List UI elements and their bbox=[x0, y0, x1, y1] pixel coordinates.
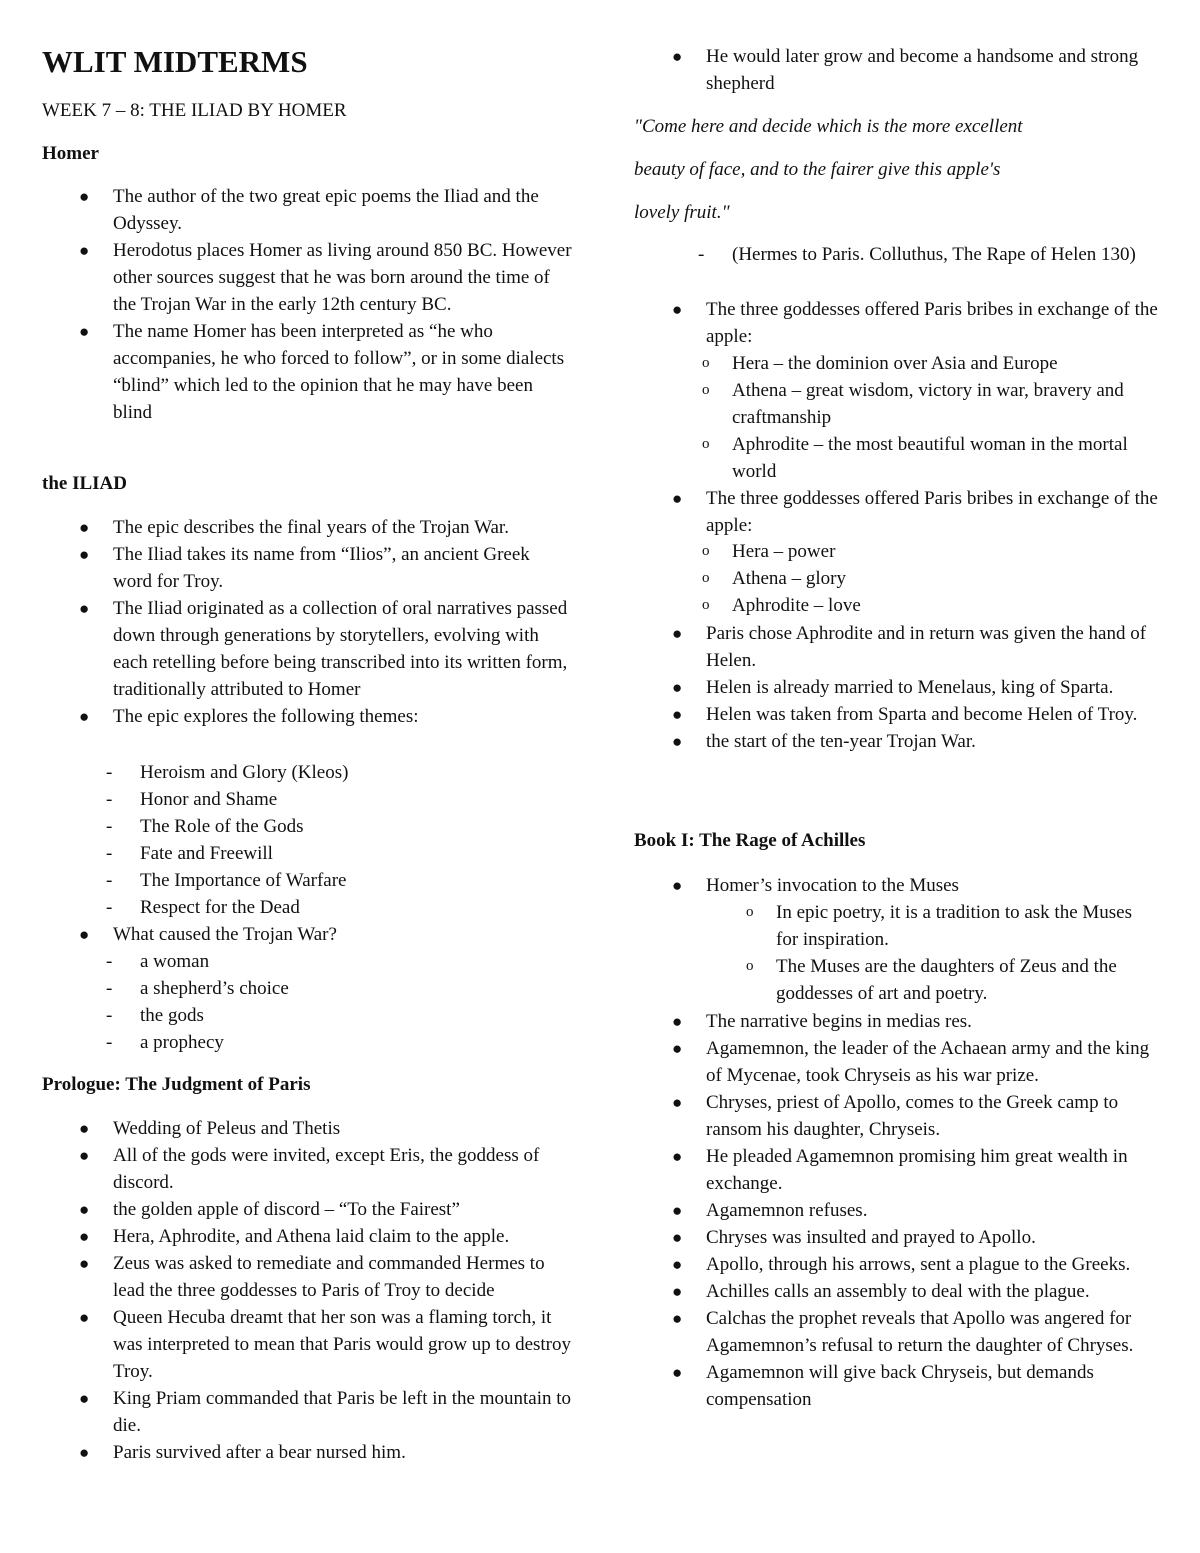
list-item: ● Paris survived after a bear nursed him. bbox=[113, 1439, 573, 1466]
bullet-icon: ● bbox=[672, 1363, 683, 1382]
list-item: - a prophecy bbox=[140, 1029, 580, 1056]
list-item: ● All of the gods were invited, except Eris, the goddess of discord. bbox=[113, 1142, 573, 1196]
dash-marker: - bbox=[106, 870, 113, 891]
list-item: ● King Priam commanded that Paris be left in the mountain to die. bbox=[113, 1385, 573, 1439]
list-item: - a shepherd’s choice bbox=[140, 975, 580, 1002]
bullet-icon: ● bbox=[79, 707, 90, 726]
bribes-intro-list-1 bbox=[672, 296, 1161, 350]
bullet-icon: ● bbox=[672, 876, 683, 895]
list-item: ● The Iliad originated as a collection of oral narratives passed down through generations by storytellers, evolving with each retelling before being transcribed into its written form, traditionally attributed to Homer bbox=[113, 595, 573, 703]
bullet-icon: ● bbox=[79, 599, 90, 618]
list-item: ● Agamemnon refuses. bbox=[706, 1197, 1161, 1224]
bullet-icon: ● bbox=[79, 1254, 90, 1273]
quote-line: beauty of face, and to the fairer give this apple's bbox=[634, 159, 1001, 180]
bullet-icon: ● bbox=[79, 1200, 90, 1219]
list-item: o The Muses are the daughters of Zeus and the goddesses of art and poetry. bbox=[776, 953, 1156, 1007]
bullet-icon: ● bbox=[672, 1282, 683, 1301]
section-heading-book1: Book I: The Rage of Achilles bbox=[634, 830, 866, 851]
dash-marker: - bbox=[106, 816, 113, 837]
list-item: ● He would later grow and become a handsome and strong shepherd bbox=[706, 43, 1161, 97]
list-item: o Athena – glory bbox=[732, 565, 1162, 592]
list-item: ● the start of the ten-year Trojan War. bbox=[706, 728, 1161, 755]
circle-marker: o bbox=[702, 543, 710, 559]
bullet-icon: ● bbox=[672, 47, 683, 66]
circle-marker: o bbox=[746, 904, 754, 920]
list-item: ● the golden apple of discord – “To the Fairest” bbox=[113, 1196, 573, 1223]
list-item: o Aphrodite – the most beautiful woman in the mortal world bbox=[732, 431, 1162, 485]
list-item: ● Queen Hecuba dreamt that her son was a flaming torch, it was interpreted to mean that Paris would grow up to destroy Troy. bbox=[113, 1304, 573, 1385]
list-item: - The Importance of Warfare bbox=[140, 867, 580, 894]
bullet-icon: ● bbox=[672, 1201, 683, 1220]
bullet-icon: ● bbox=[672, 1255, 683, 1274]
circle-marker: o bbox=[746, 958, 754, 974]
dash-marker: - bbox=[106, 762, 113, 783]
dash-marker: - bbox=[106, 1032, 113, 1053]
bullet-icon: ● bbox=[672, 1039, 683, 1058]
bullet-icon: ● bbox=[672, 489, 683, 508]
list-item: o Hera – power bbox=[732, 538, 1162, 565]
causes-list bbox=[106, 948, 580, 1056]
cause-question-list bbox=[79, 921, 573, 948]
bullet-icon: ● bbox=[79, 1146, 90, 1165]
bullet-icon: ● bbox=[672, 1228, 683, 1247]
list-item: ● The epic explores the following themes: bbox=[113, 703, 573, 730]
quote-line: "Come here and decide which is the more excellent bbox=[634, 116, 1023, 137]
bullet-icon: ● bbox=[672, 624, 683, 643]
dash-marker: - bbox=[698, 244, 705, 265]
list-item: ● Paris chose Aphrodite and in return was given the hand of Helen. bbox=[706, 620, 1161, 674]
list-item: o Aphrodite – love bbox=[732, 592, 1162, 619]
list-item: ● The epic describes the final years of the Trojan War. bbox=[113, 514, 573, 541]
list-item: ● Chryses, priest of Apollo, comes to the Greek camp to ransom his daughter, Chryseis. bbox=[706, 1089, 1161, 1143]
list-item: ● The three goddesses offered Paris bribes in exchange of the apple: bbox=[706, 485, 1161, 539]
list-item: ● Hera, Aphrodite, and Athena laid claim to the apple. bbox=[113, 1223, 573, 1250]
dash-marker: - bbox=[106, 897, 113, 918]
bullet-icon: ● bbox=[79, 187, 90, 206]
list-item: ● Calchas the prophet reveals that Apollo was angered for Agamemnon’s refusal to return the daughter of Chryses. bbox=[706, 1305, 1161, 1359]
bullet-icon: ● bbox=[672, 732, 683, 751]
bullet-icon: ● bbox=[79, 925, 90, 944]
list-item: - (Hermes to Paris. Colluthus, The Rape of Helen 130) bbox=[732, 241, 1157, 268]
dash-marker: - bbox=[106, 789, 113, 810]
dash-marker: - bbox=[106, 843, 113, 864]
bullet-icon: ● bbox=[79, 1443, 90, 1462]
bullet-icon: ● bbox=[672, 1147, 683, 1166]
circle-marker: o bbox=[702, 436, 710, 452]
section-heading-iliad: the ILIAD bbox=[42, 473, 127, 494]
document-title: WLIT MIDTERMS bbox=[42, 44, 308, 79]
prologue-list-continued bbox=[672, 43, 1161, 97]
invocation-list bbox=[672, 872, 1161, 899]
list-item: o Athena – great wisdom, victory in war, bravery and craftmanship bbox=[732, 377, 1162, 431]
section-heading-homer: Homer bbox=[42, 143, 99, 164]
list-item: ● The name Homer has been interpreted as “he who accompanies, he who forced to follow”, or in some dialects “blind” which led to the opinion that he may have been blind bbox=[113, 318, 573, 426]
list-item: ● Wedding of Peleus and Thetis bbox=[113, 1115, 573, 1142]
list-item: ● Achilles calls an assembly to deal with the plague. bbox=[706, 1278, 1161, 1305]
list-item: o Hera – the dominion over Asia and Europe bbox=[732, 350, 1162, 377]
list-item: ● Agamemnon will give back Chryseis, but demands compensation bbox=[706, 1359, 1161, 1413]
bribes-list-2 bbox=[702, 538, 1162, 619]
bullet-icon: ● bbox=[672, 678, 683, 697]
bullet-icon: ● bbox=[79, 322, 90, 341]
bullet-icon: ● bbox=[672, 300, 683, 319]
bullet-icon: ● bbox=[79, 545, 90, 564]
prologue-list bbox=[79, 1115, 573, 1466]
list-item: - Fate and Freewill bbox=[140, 840, 580, 867]
list-item: - Respect for the Dead bbox=[140, 894, 580, 921]
list-item: - Heroism and Glory (Kleos) bbox=[140, 759, 580, 786]
list-item: - a woman bbox=[140, 948, 580, 975]
bullet-icon: ● bbox=[79, 1119, 90, 1138]
list-item: ● Chryses was insulted and prayed to Apollo. bbox=[706, 1224, 1161, 1251]
list-item: ● What caused the Trojan War? bbox=[113, 921, 573, 948]
list-item: - The Role of the Gods bbox=[140, 813, 580, 840]
bullet-icon: ● bbox=[672, 1012, 683, 1031]
list-item: ● The Iliad takes its name from “Ilios”, an ancient Greek word for Troy. bbox=[113, 541, 573, 595]
bullet-icon: ● bbox=[79, 518, 90, 537]
dash-marker: - bbox=[106, 978, 113, 999]
list-item: ● He pleaded Agamemnon promising him great wealth in exchange. bbox=[706, 1143, 1161, 1197]
quote-source-list bbox=[698, 241, 1157, 268]
bullet-icon: ● bbox=[672, 1093, 683, 1112]
list-item: ● The narrative begins in medias res. bbox=[706, 1008, 1161, 1035]
bullet-icon: ● bbox=[672, 705, 683, 724]
list-item: ● Helen was taken from Sparta and become Helen of Troy. bbox=[706, 701, 1161, 728]
list-item: o In epic poetry, it is a tradition to ask the Muses for inspiration. bbox=[776, 899, 1156, 953]
invocation-sub-list bbox=[746, 899, 1156, 1007]
bullet-icon: ● bbox=[79, 1308, 90, 1327]
bullet-icon: ● bbox=[79, 1389, 90, 1408]
list-item: ● Helen is already married to Menelaus, king of Sparta. bbox=[706, 674, 1161, 701]
list-item: - the gods bbox=[140, 1002, 580, 1029]
bribes-list-1 bbox=[702, 350, 1162, 485]
circle-marker: o bbox=[702, 597, 710, 613]
bullet-icon: ● bbox=[79, 241, 90, 260]
quote-line: lovely fruit." bbox=[634, 202, 730, 223]
list-item: ● Homer’s invocation to the Muses bbox=[706, 872, 1161, 899]
circle-marker: o bbox=[702, 382, 710, 398]
list-item: ● Agamemnon, the leader of the Achaean army and the king of Mycenae, took Chryseis as his war prize. bbox=[706, 1035, 1161, 1089]
circle-marker: o bbox=[702, 355, 710, 371]
themes-list bbox=[106, 759, 580, 921]
dash-marker: - bbox=[106, 951, 113, 972]
document-subtitle: WEEK 7 – 8: THE ILIAD BY HOMER bbox=[42, 100, 347, 121]
prologue-after-list bbox=[672, 620, 1161, 755]
iliad-list bbox=[79, 514, 573, 730]
dash-marker: - bbox=[106, 1005, 113, 1026]
circle-marker: o bbox=[702, 570, 710, 586]
list-item: ● The author of the two great epic poems the Iliad and the Odyssey. bbox=[113, 183, 573, 237]
list-item: ● Apollo, through his arrows, sent a plague to the Greeks. bbox=[706, 1251, 1161, 1278]
list-item: ● Zeus was asked to remediate and commanded Hermes to lead the three goddesses to Paris of Troy to decide bbox=[113, 1250, 573, 1304]
bullet-icon: ● bbox=[672, 1309, 683, 1328]
list-item: ● The three goddesses offered Paris bribes in exchange of the apple: bbox=[706, 296, 1161, 350]
homer-list bbox=[79, 183, 573, 426]
bribes-intro-list-2 bbox=[672, 485, 1161, 539]
book1-list bbox=[672, 1008, 1161, 1413]
list-item: ● Herodotus places Homer as living around 850 BC. However other sources suggest that he was born around the time of the Trojan War in the early 12th century BC. bbox=[113, 237, 573, 318]
section-heading-prologue: Prologue: The Judgment of Paris bbox=[42, 1074, 311, 1095]
list-item: - Honor and Shame bbox=[140, 786, 580, 813]
bullet-icon: ● bbox=[79, 1227, 90, 1246]
